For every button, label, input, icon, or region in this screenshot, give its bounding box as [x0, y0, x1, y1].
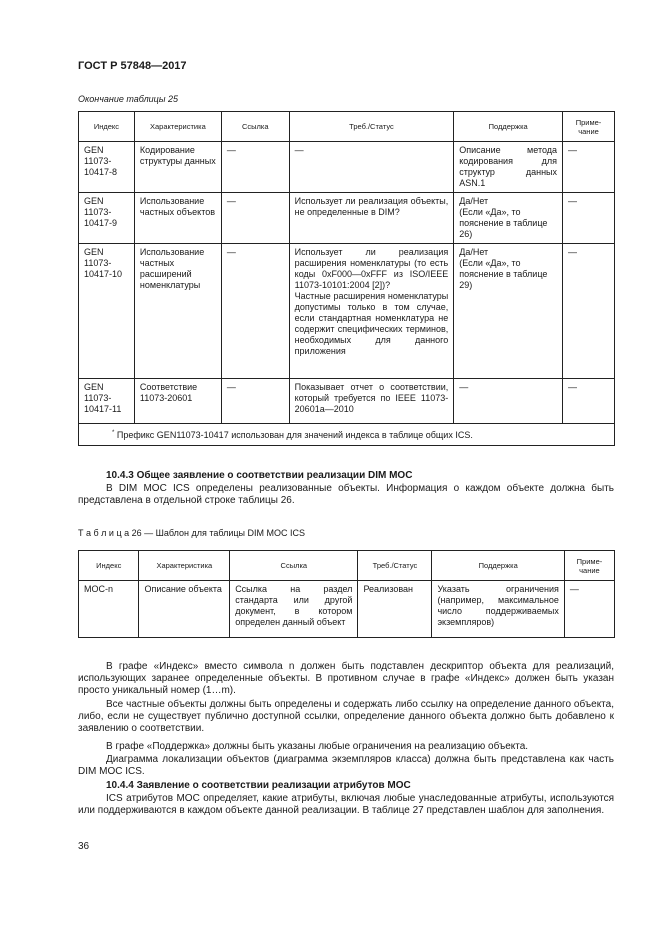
- cell-characteristic: Кодирование структуры данных: [134, 142, 221, 193]
- cell-reference: Ссылка на раздел стандарта или другой документ, в котором определен данный объект: [230, 581, 358, 638]
- col-header-reference: Ссылка: [221, 112, 289, 142]
- standard-designation: ГОСТ Р 57848—2017: [78, 60, 187, 72]
- cell-note: —: [563, 142, 615, 193]
- cell-status: Показывает отчет о соответствии, который требуется по IEEE 11073-20601а—2010: [289, 379, 454, 424]
- footnote-mark: *: [112, 430, 115, 436]
- paragraph-private-objects: Все частные объекты должны быть определены и содержать либо ссылку на определение данного объекта, либо, если не существует публично доступной ссылки, определение данного объекта должно быть добавлено к заявлению о соответствии.: [78, 699, 614, 735]
- page-number: 36: [78, 841, 90, 852]
- col-header-note: Приме- чание: [563, 112, 615, 142]
- cell-support: Описание метода кодирования для структур данных ASN.1: [454, 142, 563, 193]
- section-text-10-4-3: В DIM МОС ICS определены реализованные объекты. Информация о каждом объекте должна быть представлена в отдельной строке таблицы 26.: [78, 483, 614, 507]
- cell-index: GEN 11073-10417-10: [79, 244, 135, 379]
- table-row: [79, 581, 615, 638]
- col-header-characteristic: Характеристика: [134, 112, 221, 142]
- cell-note: —: [563, 379, 615, 424]
- table-26: [78, 550, 615, 638]
- cell-status: Использует ли реализация объекты, не определенные в DIM?: [289, 193, 454, 244]
- table-footnote-row: [79, 424, 615, 446]
- col-header-reference: Ссылка: [230, 551, 358, 581]
- cell-status: Реализован: [358, 581, 432, 638]
- cell-support: —: [454, 379, 563, 424]
- table-header-row: [79, 551, 615, 581]
- section-heading-10-4-4: 10.4.4 Заявление о соответствии реализации атрибутов МОС: [106, 780, 411, 791]
- col-header-index: Индекс: [79, 112, 135, 142]
- col-header-note: Приме- чание: [564, 551, 614, 581]
- table-row: [79, 244, 615, 379]
- cell-characteristic: Описание объекта: [139, 581, 230, 638]
- cell-index: МОС-n: [79, 581, 139, 638]
- cell-characteristic: Использование частных объектов: [134, 193, 221, 244]
- table-row: [79, 142, 615, 193]
- table-25: [78, 111, 615, 446]
- cell-support: Да/Нет (Если «Да», то пояснение в таблице 29): [454, 244, 563, 379]
- cell-index: GEN 11073-10417-8: [79, 142, 135, 193]
- paragraph-support-column: В графе «Поддержка» должны быть указаны любые ограничения на реализацию объекта.: [106, 741, 529, 752]
- paragraph-index-note: В графе «Индекс» вместо символа n должен быть подставлен дескриптор объекта для реализаций, использующих заранее определенные объекты. В противном случае в графе «Индекс» должен быть указан просто уникальный номер (1…m).: [78, 661, 614, 697]
- cell-note: —: [563, 244, 615, 379]
- cell-support: Указать ограничения (например, максимальное число поддерживаемых экземпляров): [432, 581, 564, 638]
- col-header-support: Поддержка: [454, 112, 563, 142]
- cell-characteristic: Соответствие 11073-20601: [134, 379, 221, 424]
- cell-reference: —: [221, 193, 289, 244]
- paragraph-attributes: ICS атрибутов МОС определяет, какие атрибуты, включая любые унаследованные атрибуты, используются или поддерживаются в каждом объекте данной реализации. В таблице 27 представлен шаблон для заполнения.: [78, 793, 614, 817]
- cell-note: —: [564, 581, 614, 638]
- col-header-support: Поддержка: [432, 551, 564, 581]
- col-header-status: Треб./Статус: [289, 112, 454, 142]
- cell-status: Использует ли реализация расширения номенклатуры (то есть коды 0xF000—0xFFF из ISO/IEEE 11073-10101:2004 [2])? Частные расширения номенклатуры допустимы только в том случае, если стандартная номенклатура не содержит специфических терминов, необходимых для данного приложения: [289, 244, 454, 379]
- table-row: [79, 193, 615, 244]
- cell-reference: —: [221, 142, 289, 193]
- table26-caption: Т а б л и ц а 26 — Шаблон для таблицы DIM МОС ICS: [78, 528, 305, 538]
- table-header-row: [79, 112, 615, 142]
- cell-reference: —: [221, 244, 289, 379]
- table-row: [79, 379, 615, 424]
- col-header-characteristic: Характеристика: [139, 551, 230, 581]
- col-header-status: Треб./Статус: [358, 551, 432, 581]
- cell-index: GEN 11073-10417-11: [79, 379, 135, 424]
- table-footnote: [79, 424, 615, 446]
- cell-support: Да/Нет (Если «Да», то пояснение в таблице 26): [454, 193, 563, 244]
- cell-characteristic: Использование частных расширений номенклатуры: [134, 244, 221, 379]
- paragraph-diagram: Диаграмма локализации объектов (диаграмма экземпляров класса) должна быть представлена как часть DIM МОС ICS.: [78, 754, 614, 778]
- section-heading-10-4-3: 10.4.3 Общее заявление о соответствии реализации DIM МОС: [106, 470, 413, 481]
- cell-status: —: [289, 142, 454, 193]
- table25-caption: Окончание таблицы 25: [78, 94, 178, 104]
- cell-note: —: [563, 193, 615, 244]
- cell-index: GEN 11073-10417-9: [79, 193, 135, 244]
- cell-reference: —: [221, 379, 289, 424]
- footnote-text: Префикс GEN11073-10417 использован для значений индекса в таблице общих ICS.: [116, 430, 473, 440]
- col-header-index: Индекс: [79, 551, 139, 581]
